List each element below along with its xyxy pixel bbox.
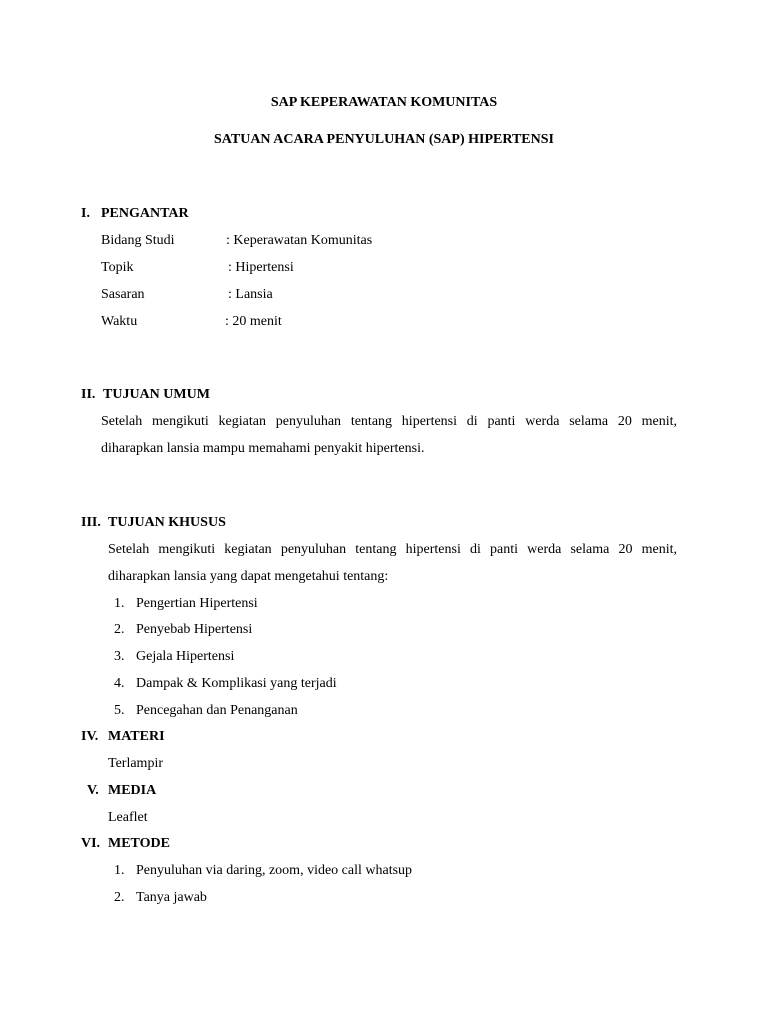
section-number-tujuan-khusus: III. (81, 515, 101, 530)
pengantar-value-waktu: : 20 menit (225, 314, 282, 329)
pengantar-value-topik: : Hipertensi (228, 260, 294, 275)
pengantar-label-waktu: Waktu (101, 314, 138, 329)
tujuan-umum-paragraph-line-2: diharapkan lansia mampu memahami penyakit hipertensi. (101, 441, 425, 456)
list-item: Penyebab Hipertensi (136, 622, 253, 637)
tujuan-khusus-paragraph-line-2: diharapkan lansia yang dapat mengetahui tentang: (108, 569, 389, 584)
document-title: SAP KEPERAWATAN KOMUNITAS (270, 95, 498, 110)
tujuan-umum-paragraph-line-1: Setelah mengikuti kegiatan penyuluhan tentang hipertensi di panti werda selama 20 menit, (101, 414, 677, 429)
section-number-pengantar: I. (81, 206, 90, 221)
section-heading-tujuan-khusus: TUJUAN KHUSUS (108, 515, 226, 530)
media-text: Leaflet (108, 810, 148, 825)
list-item-number: 2. (114, 890, 125, 905)
pengantar-value-bidang-studi: : Keperawatan Komunitas (226, 233, 373, 248)
tujuan-khusus-paragraph-line-1: Setelah mengikuti kegiatan penyuluhan tentang hipertensi di panti werda selama 20 menit, (108, 542, 677, 557)
list-item: Pencegahan dan Penanganan (136, 703, 298, 718)
list-item: Dampak & Komplikasi yang terjadi (136, 676, 337, 691)
document-subtitle: SATUAN ACARA PENYULUHAN (SAP) HIPERTENSI (214, 132, 554, 147)
pengantar-value-sasaran: : Lansia (228, 287, 273, 302)
list-item-number: 2. (114, 622, 125, 637)
list-item-number: 5. (114, 703, 125, 718)
section-heading-tujuan-umum: TUJUAN UMUM (103, 387, 210, 402)
list-item-number: 4. (114, 676, 125, 691)
list-item: Penyuluhan via daring, zoom, video call whatsup (136, 863, 413, 878)
section-heading-materi: MATERI (108, 729, 165, 744)
section-number-tujuan-umum: II. (81, 387, 96, 402)
section-number-metode: VI. (81, 836, 101, 851)
list-item-number: 1. (114, 863, 125, 878)
pengantar-label-topik: Topik (101, 260, 134, 275)
section-heading-pengantar: PENGANTAR (101, 206, 189, 221)
section-heading-metode: METODE (108, 836, 170, 851)
section-number-materi: IV. (81, 729, 99, 744)
materi-text: Terlampir (108, 756, 163, 771)
list-item: Tanya jawab (136, 890, 207, 905)
list-item: Gejala Hipertensi (136, 649, 235, 664)
pengantar-label-sasaran: Sasaran (101, 287, 145, 302)
list-item-number: 3. (114, 649, 125, 664)
pengantar-label-bidang-studi: Bidang Studi (101, 233, 175, 248)
section-heading-media: MEDIA (108, 783, 157, 798)
list-item: Pengertian Hipertensi (136, 596, 258, 611)
section-number-media: V. (87, 783, 99, 798)
list-item-number: 1. (114, 596, 125, 611)
